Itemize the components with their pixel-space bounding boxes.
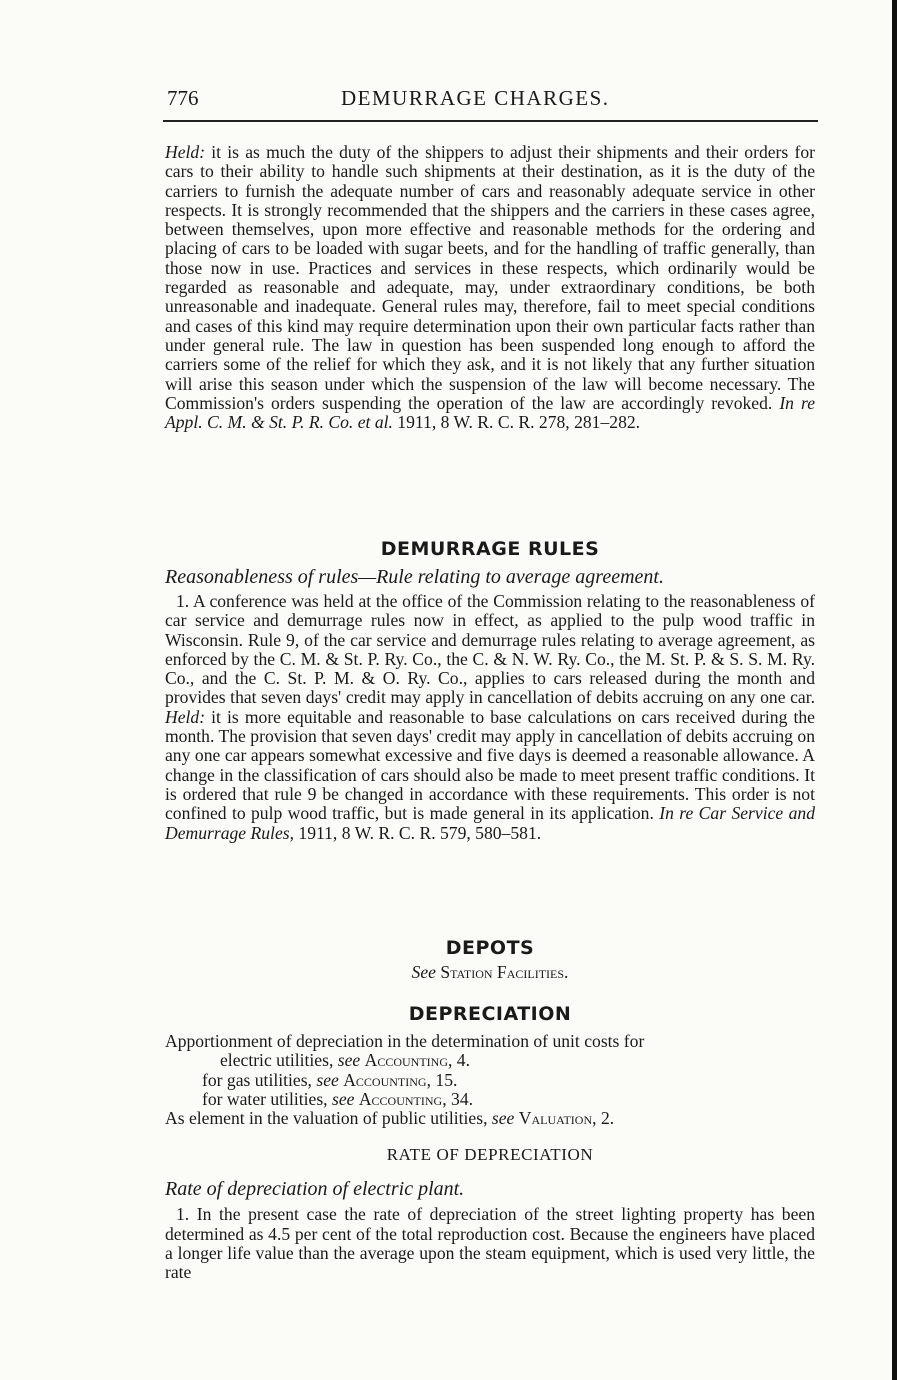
section-heading-depots: DEPOTS [445, 937, 535, 959]
index-line: electric utilities, see Accounting, 4. [220, 1050, 470, 1071]
depreciation-section [165, 1003, 815, 1128]
demurrage-rules-section [165, 538, 815, 843]
index-line: for water utilities, see Accounting, 34. [202, 1088, 474, 1109]
depots-cross-reference: See Station Facilities. [411, 962, 569, 982]
subheading-electric-plant: Rate of depreciation of electric plant. [165, 1178, 465, 1201]
index-line: Apportionment of depreciation in the determination of unit costs for [165, 1031, 645, 1051]
intro-paragraph [165, 143, 815, 432]
section-heading-demurrage-rules: DEMURRAGE RULES [380, 538, 600, 560]
depots-section [165, 937, 815, 982]
subheading-reasonableness: Reasonableness of rules—Rule relating to average agreement. [165, 566, 664, 588]
depreciation-index [165, 1032, 815, 1128]
case-citation: In re Car Service and Demurrage Rules, [165, 803, 815, 843]
index-line: As element in the valuation of public utilities, see Valuation, 2. [165, 1108, 615, 1129]
report-reference: 1911, 8 W. R. C. R. 579, 580–581. [294, 822, 542, 843]
held-label: Held: [165, 706, 206, 727]
page-number: 776 [167, 86, 199, 110]
rate-of-depreciation-section [165, 1145, 815, 1282]
report-reference: 1911, 8 W. R. C. R. 278, 281–282. [392, 412, 641, 433]
held-label: Held: [165, 142, 206, 162]
section-heading-depreciation: DEPRECIATION [408, 1003, 572, 1025]
rules-paragraph: 1. A conference was held at the office of the Commission relating to the reasonableness of car service and demurrage rules now in effect, as applied to the pulp wood traffic in Wisconsin. Rule 9, of the car service and demurrage rules relating to average agreement, as enforced by the C. M. & St. P. Ry. Co., the C. & N. W. Ry. Co., the M. St. P. & S. S. M. Ry. Co., and the C. St. P. M. & O. Ry. Co., applies to cars released during the month and provides that seven days' credit may apply in cancellation of debits accruing on any one car. Held: it is more equitable and reasonable to base calculations on cars received during the month. The provision that seven days' credit may apply in cancellation of debits accruing on any one car appears somewhat excessive and five days is deemed a reasonable allowance. A change in the classification of cars should also be made to meet present traffic conditions. It is ordered that rule 9 be changed in accordance with these requirements. This order is not confined to pulp wood traffic, but is made general in its application. In re Car Service and Demurrage Rules, 1911, 8 W. R. C. R. 579, 580–581. [165, 591, 815, 843]
running-title: DEMURRAGE CHARGES. [341, 86, 610, 110]
subsection-heading-rate: RATE OF DEPRECIATION [386, 1145, 594, 1164]
header-rule [163, 120, 818, 122]
rate-paragraph: 1. In the present case the rate of depreciation of the street lighting property has been determined as 4.5 per cent of the total reproduction cost. Because the engineers have placed a longer life value than the average upon the steam equipment, which is used very little, the rate [165, 1204, 815, 1283]
page-edge-rule [892, 0, 897, 1380]
intro-text: Held: it is as much the duty of the shippers to adjust their shipments and their orders for cars to their ability to handle such shipments at their destination, as it is the duty of the carriers to furnish the adequate number of cars and reasonably adequate service in other respects. It is strongly recommended that the shippers and the carriers in these cases agree, between themselves, upon more effective and reasonable methods for the ordering and placing of cars to be loaded with sugar beets, and for the handling of traffic generally, than those now in use. Practices and services in these respects, which ordinarily would be regarded as reasonable and adequate, may, under extraordinary conditions, be both unreasonable and inadequate. General rules may, therefore, fail to meet special conditions and cases of this kind may require determination upon their own particular facts rather than under general rule. The law in question has been suspended long enough to afford the carriers some of the relief for which they ask, and it is not likely that any further situation will arise this season under which the suspension of the law will become necessary. The Commission's orders suspending the operation of the law are accordingly revoked. In re Appl. C. M. & St. P. R. Co. et al. 1911, 8 W. R. C. R. 278, 281–282. [165, 142, 815, 433]
case-citation: In re Appl. C. M. & St. P. R. Co. et al. [165, 392, 815, 433]
index-line: for gas utilities, see Accounting, 15. [202, 1069, 458, 1090]
